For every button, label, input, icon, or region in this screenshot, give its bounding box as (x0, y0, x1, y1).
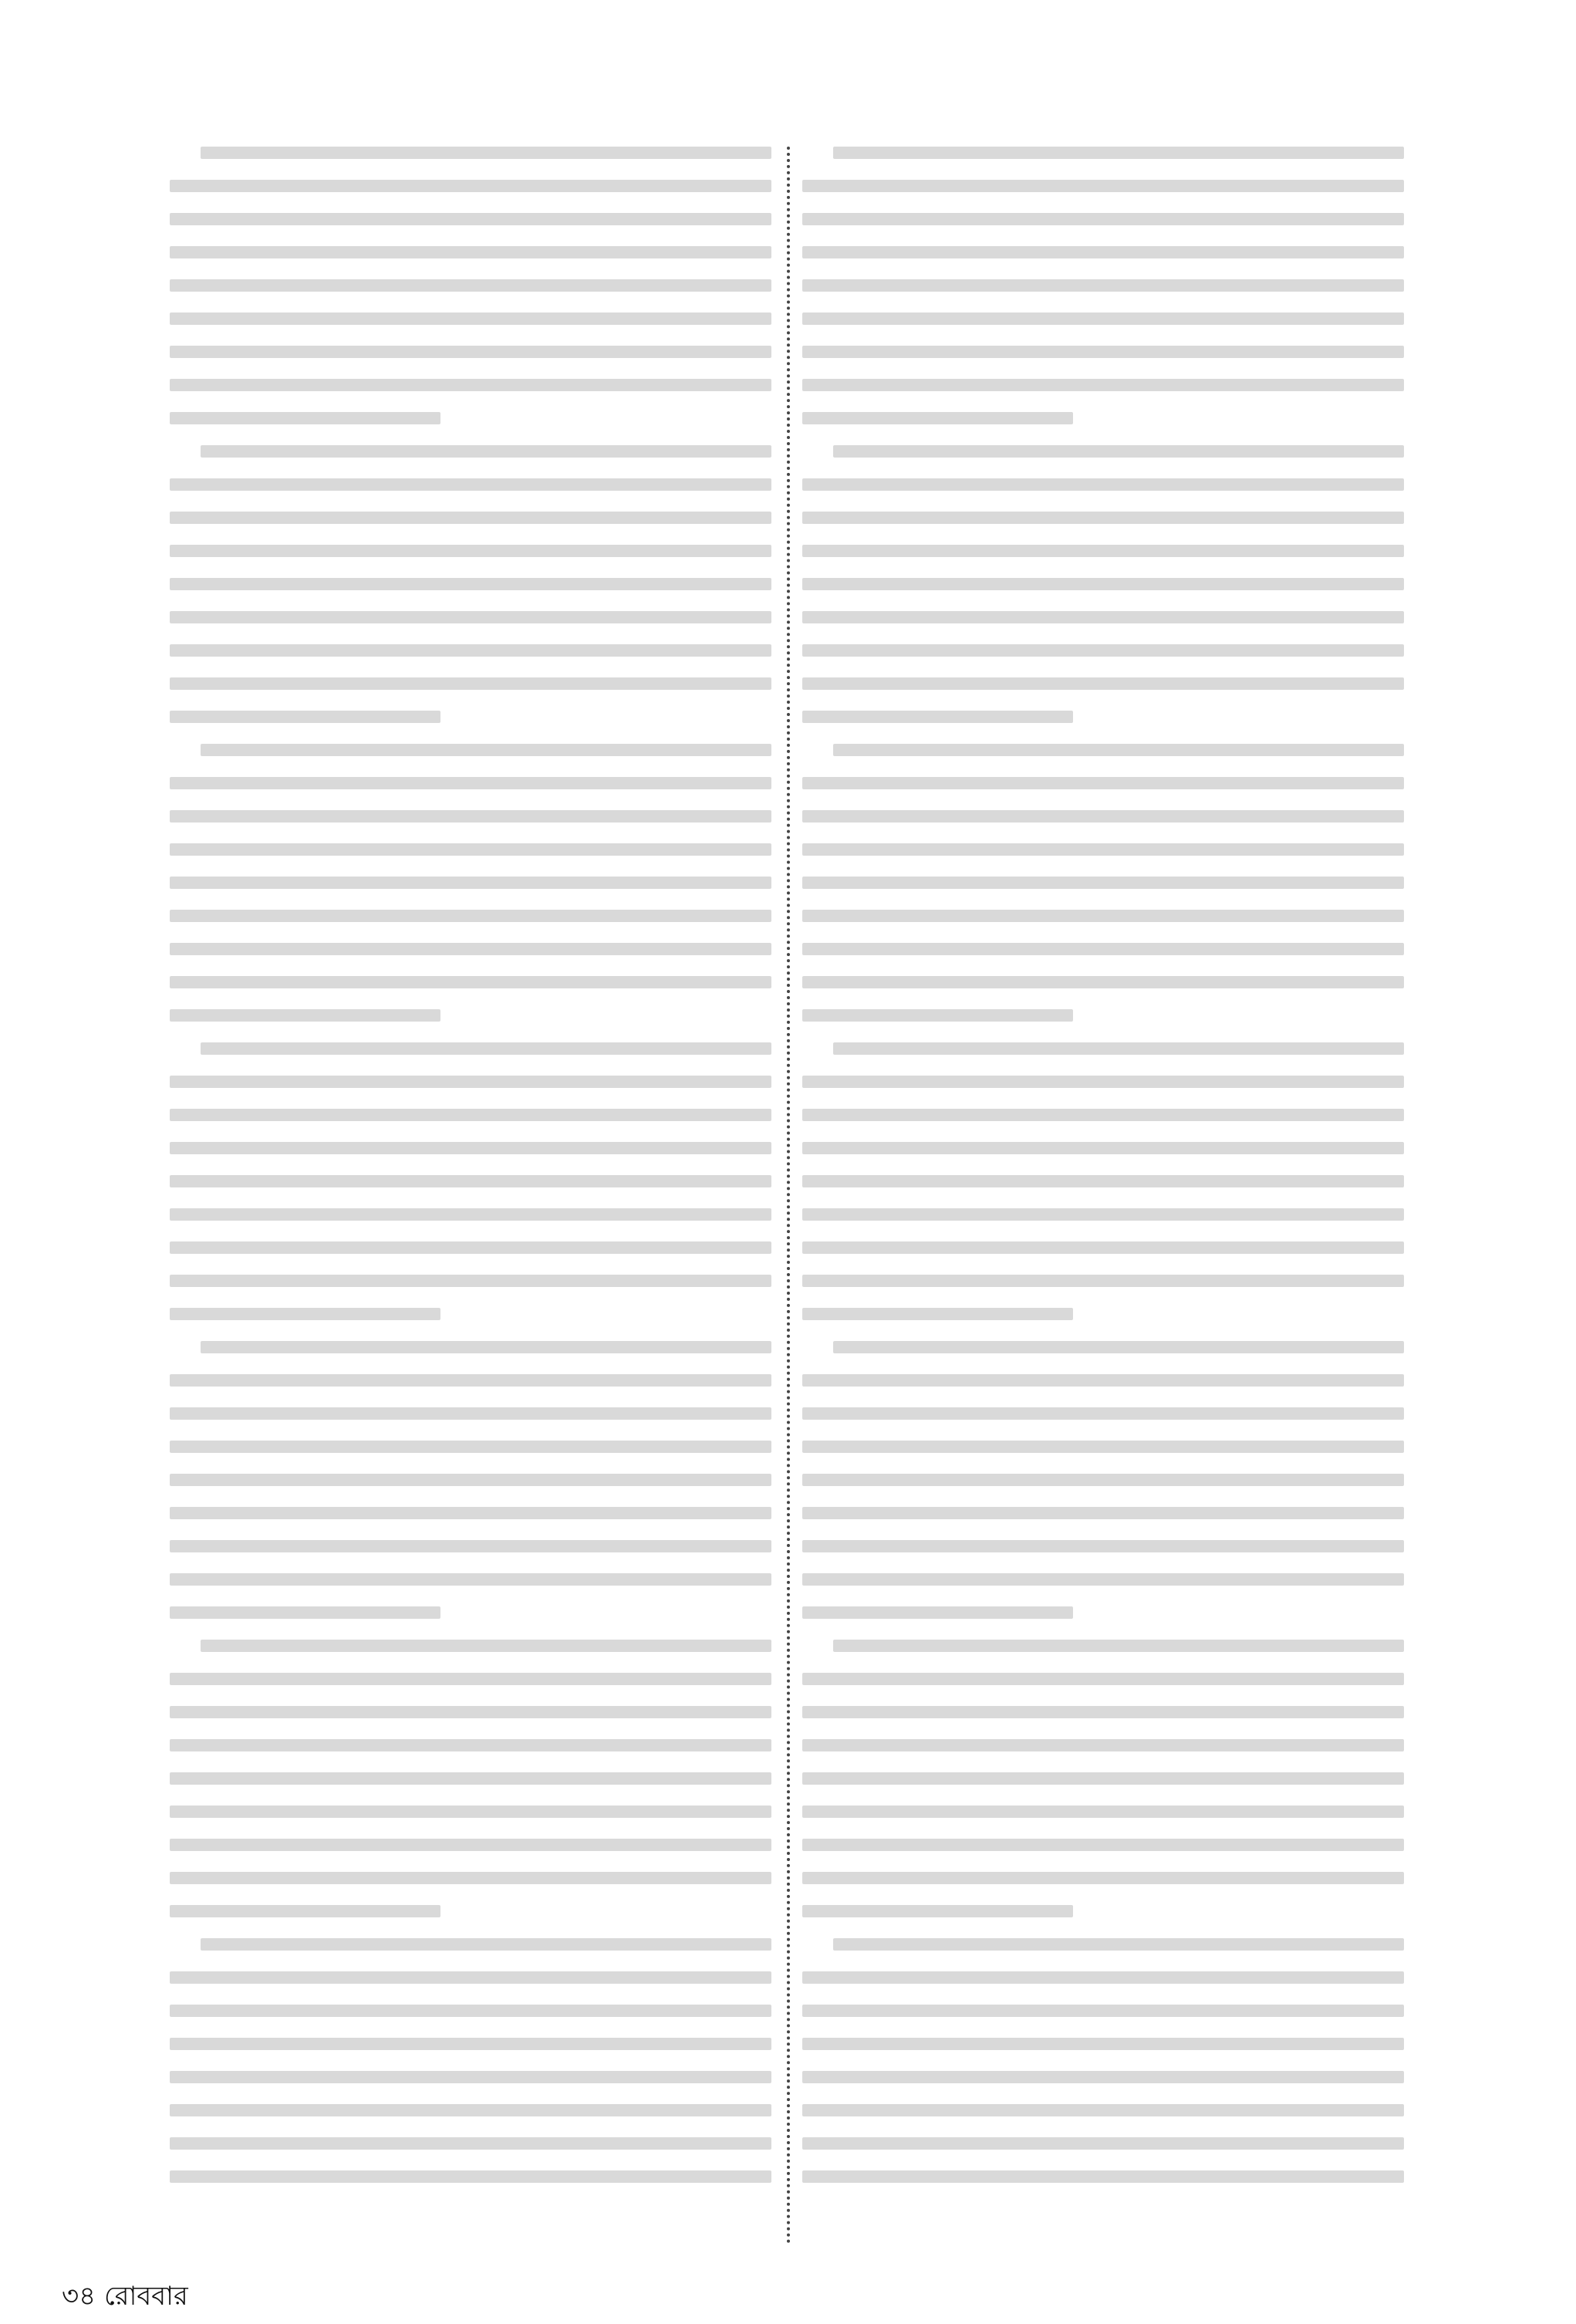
text-line-placeholder (170, 1839, 771, 1851)
text-line-placeholder (170, 711, 440, 723)
text-line-placeholder (170, 943, 771, 955)
text-line-placeholder (802, 1839, 1404, 1851)
text-line-placeholder (170, 379, 771, 391)
text-line-placeholder (170, 312, 771, 325)
text-line-placeholder (170, 1606, 440, 1619)
text-line-placeholder (170, 2071, 771, 2083)
text-line-placeholder (170, 1905, 440, 1917)
text-line-placeholder (833, 1938, 1404, 1951)
text-line-placeholder (802, 1076, 1404, 1088)
text-line-placeholder (802, 1739, 1404, 1751)
text-line-placeholder (201, 445, 771, 458)
text-line-placeholder (833, 147, 1404, 159)
text-line-placeholder (802, 2137, 1404, 2150)
text-line-placeholder (170, 1573, 771, 1586)
text-line-placeholder (802, 1706, 1404, 1718)
text-line-placeholder (802, 512, 1404, 524)
text-line-placeholder (802, 1905, 1073, 1917)
text-line-placeholder (802, 1009, 1073, 1022)
text-line-placeholder (833, 1341, 1404, 1353)
text-line-placeholder (170, 1772, 771, 1785)
page-footer: ৩৪ রোববার (62, 2281, 188, 2312)
text-line-placeholder (170, 545, 771, 557)
text-line-placeholder (802, 1971, 1404, 1984)
text-line-placeholder (833, 744, 1404, 756)
text-line-placeholder (833, 1640, 1404, 1652)
text-line-placeholder (170, 1009, 440, 1022)
text-line-placeholder (802, 1474, 1404, 1486)
text-line-placeholder (802, 1673, 1404, 1685)
text-line-placeholder (170, 578, 771, 590)
text-line-placeholder (833, 1042, 1404, 1055)
text-line-placeholder (802, 279, 1404, 292)
text-line-placeholder (802, 478, 1404, 491)
text-line-placeholder (833, 445, 1404, 458)
text-line-placeholder (170, 279, 771, 292)
text-line-placeholder (170, 1739, 771, 1751)
text-line-placeholder (802, 777, 1404, 789)
text-line-placeholder (802, 711, 1073, 723)
left-column (170, 147, 771, 2245)
text-line-placeholder (802, 1573, 1404, 1586)
text-line-placeholder (802, 877, 1404, 889)
text-line-placeholder (170, 1805, 771, 1818)
column-divider (787, 147, 790, 2245)
text-line-placeholder (170, 644, 771, 657)
text-line-placeholder (802, 1374, 1404, 1387)
text-line-placeholder (170, 412, 440, 424)
text-line-placeholder (802, 2071, 1404, 2083)
text-line-placeholder (201, 1042, 771, 1055)
text-line-placeholder (170, 1175, 771, 1187)
text-line-placeholder (802, 2170, 1404, 2183)
text-line-placeholder (802, 1142, 1404, 1154)
text-line-placeholder (170, 1374, 771, 1387)
text-line-placeholder (170, 1474, 771, 1486)
text-line-placeholder (170, 1109, 771, 1121)
text-line-placeholder (170, 1142, 771, 1154)
text-line-placeholder (802, 1109, 1404, 1121)
text-line-placeholder (170, 877, 771, 889)
text-line-placeholder (170, 1441, 771, 1453)
text-line-placeholder (170, 2038, 771, 2050)
text-line-placeholder (170, 1241, 771, 1254)
right-column (802, 147, 1404, 2245)
text-line-placeholder (802, 1805, 1404, 1818)
text-line-placeholder (170, 213, 771, 225)
text-line-placeholder (802, 2005, 1404, 2017)
text-line-placeholder (802, 611, 1404, 623)
text-line-placeholder (802, 1507, 1404, 1519)
text-line-placeholder (802, 2038, 1404, 2050)
text-line-placeholder (802, 1772, 1404, 1785)
text-line-placeholder (170, 976, 771, 988)
text-line-placeholder (170, 2104, 771, 2116)
text-line-placeholder (802, 1872, 1404, 1884)
text-line-placeholder (802, 1540, 1404, 1552)
text-line-placeholder (802, 1606, 1073, 1619)
text-line-placeholder (802, 213, 1404, 225)
text-line-placeholder (802, 943, 1404, 955)
text-line-placeholder (170, 1275, 771, 1287)
text-line-placeholder (201, 147, 771, 159)
text-line-placeholder (170, 1673, 771, 1685)
text-line-placeholder (802, 677, 1404, 690)
text-line-placeholder (170, 346, 771, 358)
text-line-placeholder (802, 379, 1404, 391)
text-line-placeholder (170, 1706, 771, 1718)
text-line-placeholder (170, 1407, 771, 1420)
text-line-placeholder (802, 1208, 1404, 1221)
text-line-placeholder (802, 545, 1404, 557)
text-line-placeholder (170, 611, 771, 623)
text-line-placeholder (802, 1441, 1404, 1453)
text-line-placeholder (170, 1872, 771, 1884)
text-line-placeholder (170, 843, 771, 856)
text-line-placeholder (170, 1971, 771, 1984)
text-line-placeholder (201, 744, 771, 756)
text-line-placeholder (170, 246, 771, 258)
text-line-placeholder (802, 2104, 1404, 2116)
text-line-placeholder (802, 1308, 1073, 1320)
text-line-placeholder (201, 1938, 771, 1951)
text-line-placeholder (802, 246, 1404, 258)
text-line-placeholder (802, 644, 1404, 657)
text-line-placeholder (170, 1507, 771, 1519)
text-line-placeholder (170, 1076, 771, 1088)
text-line-placeholder (170, 2005, 771, 2017)
text-line-placeholder (802, 412, 1073, 424)
text-line-placeholder (802, 843, 1404, 856)
text-line-placeholder (802, 1241, 1404, 1254)
text-line-placeholder (201, 1640, 771, 1652)
text-line-placeholder (802, 1407, 1404, 1420)
text-line-placeholder (170, 777, 771, 789)
text-line-placeholder (170, 910, 771, 922)
text-line-placeholder (802, 1275, 1404, 1287)
text-line-placeholder (802, 312, 1404, 325)
text-line-placeholder (170, 2170, 771, 2183)
text-line-placeholder (802, 346, 1404, 358)
text-line-placeholder (170, 1540, 771, 1552)
text-line-placeholder (170, 478, 771, 491)
text-line-placeholder (170, 1308, 440, 1320)
text-line-placeholder (802, 810, 1404, 823)
text-line-placeholder (201, 1341, 771, 1353)
text-line-placeholder (170, 2137, 771, 2150)
text-line-placeholder (170, 810, 771, 823)
text-line-placeholder (802, 1175, 1404, 1187)
text-line-placeholder (802, 976, 1404, 988)
text-line-placeholder (802, 910, 1404, 922)
text-line-placeholder (170, 512, 771, 524)
text-line-placeholder (170, 180, 771, 192)
text-line-placeholder (802, 578, 1404, 590)
text-line-placeholder (170, 1208, 771, 1221)
text-line-placeholder (170, 677, 771, 690)
text-line-placeholder (802, 180, 1404, 192)
